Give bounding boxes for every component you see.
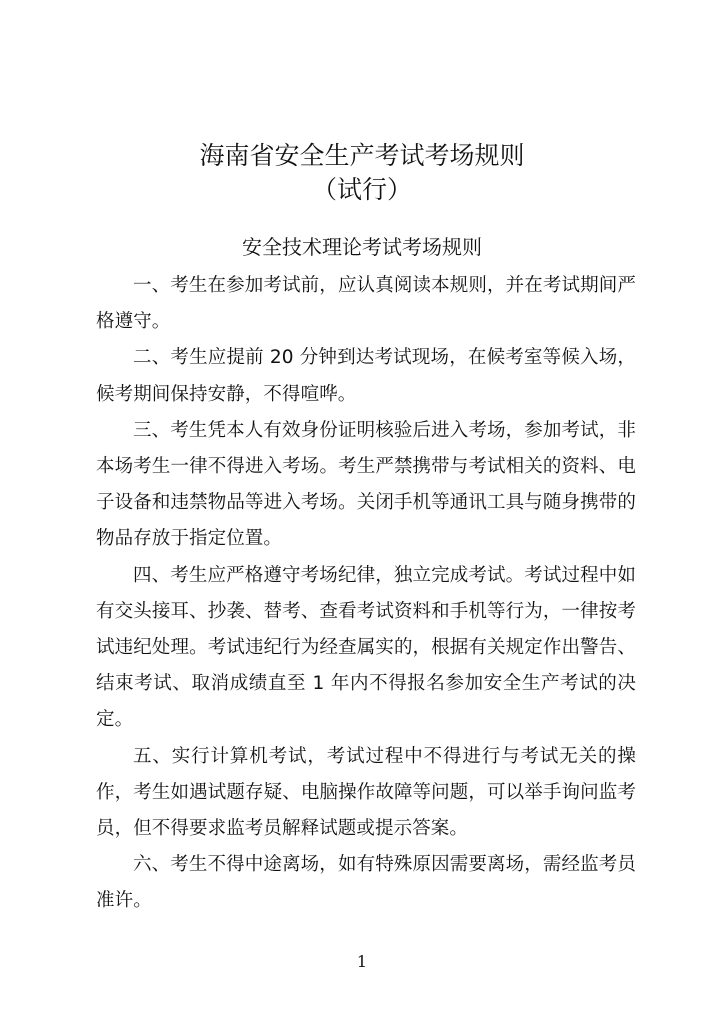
- page-number: 1: [356, 952, 368, 971]
- paragraph-5: 五、实行计算机考试，考试过程中不得进行与考试无关的操作，考生如遇试题存疑、电脑操作故障等问题，可以举手询问监考员，但不得要求监考员解释试题或提示答案。: [96, 745, 636, 840]
- document-title: 海南省安全生产考试考场规则: [199, 141, 525, 170]
- paragraph-1: 一、考生在参加考试前，应认真阅读本规则，并在考试期间严格遵守。: [96, 275, 636, 333]
- paragraph-6: 六、考生不得中途离场，如有特殊原因需要离场，需经监考员准许。: [96, 854, 636, 912]
- paragraph-4: 四、考生应严格遵守考场纪律，独立完成考试。考试过程中如有交头接耳、抄袭、替考、查看考试资料和手机等行为，一律按考试违纪处理。考试违纪行为经查属实的，根据有关规定作出警告、结束考试、取消成绩直至 1 年内不得报名参加安全生产考试的决定。: [96, 564, 636, 731]
- document-subtitle: （试行）: [311, 175, 412, 204]
- document-body: [96, 268, 636, 920]
- section-title: 安全技术理论考试考场规则: [242, 235, 482, 259]
- paragraph-2: 二、考生应提前 20 分钟到达考试现场，在候考室等候入场，候考期间保持安静，不得喧哗。: [96, 347, 636, 405]
- paragraph-3: 三、考生凭本人有效身份证明核验后进入考场，参加考试，非本场考生一律不得进入考场。考生严禁携带与考试相关的资料、电子设备和违禁物品等进入考场。关闭手机等通讯工具与随身携带的物品存放于指定位置。: [96, 419, 636, 550]
